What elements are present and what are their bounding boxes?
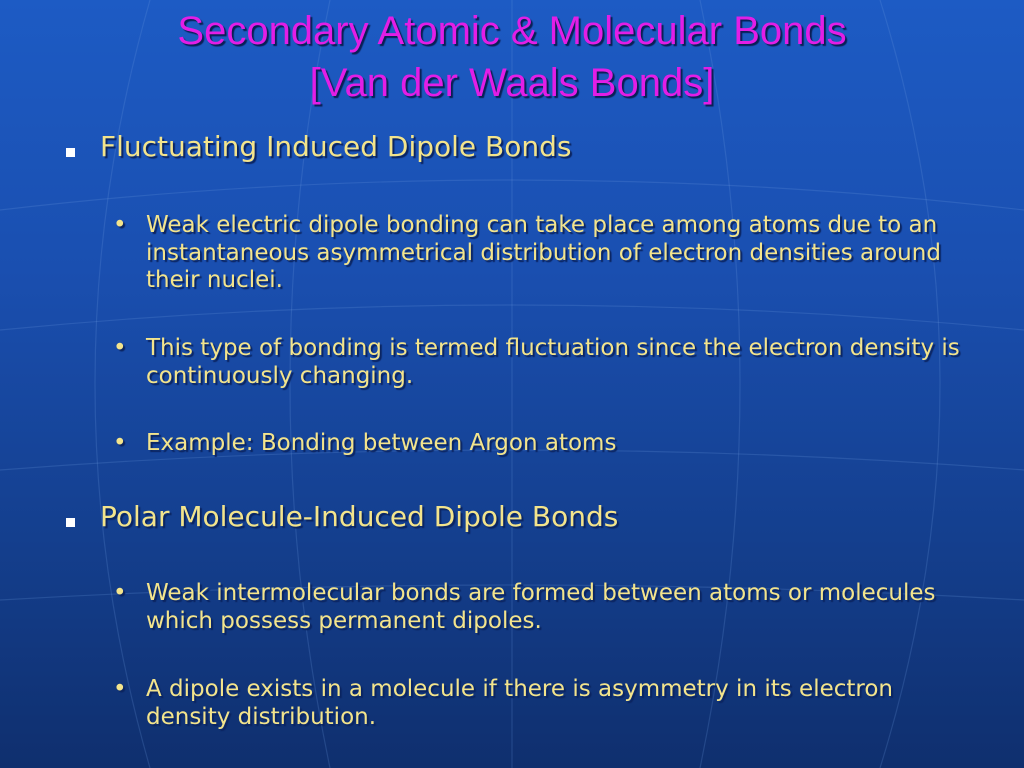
bullet-text: This type of bonding is termed fluctuation since the electron density is continuously changing. — [146, 335, 960, 389]
bullet-dot-icon: • — [113, 212, 127, 238]
bullet-dot-icon: • — [113, 430, 127, 456]
bullet-dot-icon: • — [113, 676, 127, 702]
section-heading-polar: Polar Molecule-Induced Dipole Bonds — [100, 500, 619, 533]
bullet-dot-icon: • — [113, 580, 127, 606]
slide-title-line-2: [Van der Waals Bonds] — [309, 61, 715, 105]
square-bullet-icon — [66, 518, 75, 527]
bullet-text: Example: Bonding between Argon atoms — [146, 430, 617, 456]
section-heading-fluctuating: Fluctuating Induced Dipole Bonds — [100, 130, 572, 163]
square-bullet-icon — [66, 148, 75, 157]
bullet-text: A dipole exists in a molecule if there is asymmetry in its electron density distribution. — [146, 676, 893, 730]
bullet-dot-icon: • — [113, 335, 127, 361]
slide-title-line-1: Secondary Atomic & Molecular Bonds — [177, 9, 847, 53]
bullet-text: Weak intermolecular bonds are formed between atoms or molecules which possess permanent dipoles. — [146, 580, 936, 634]
bullet-text: Weak electric dipole bonding can take place among atoms due to an instantaneous asymmetrical distribution of electron densities around their nuclei. — [146, 212, 941, 293]
